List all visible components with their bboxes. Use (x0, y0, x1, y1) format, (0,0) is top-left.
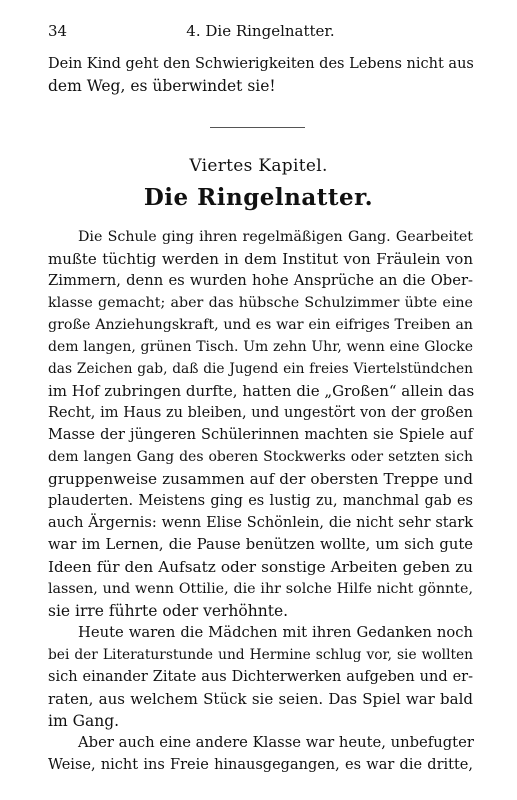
body-line: klasse gemacht; aber das hübsche Schulzimmer übte eine (48, 295, 473, 311)
body-line: dem langen Gang des oberen Stockwerks oder setzten sich (48, 449, 473, 465)
body-line: auch Ärgernis: wenn Elise Schönlein, die nicht sehr stark (48, 515, 473, 531)
body-line: plauderten. Meistens ging es lustig zu, manchmal gab es (48, 493, 473, 509)
body-line: sich einander Zitate aus Dichterwerken aufgeben und er- (48, 669, 473, 685)
body-line: im Gang. (48, 712, 120, 730)
body-line: Die Schule ging ihren regelmäßigen Gang. Gearbeitet (78, 229, 473, 245)
body-line: Weise, nicht ins Freie hinausgegangen, es war die dritte, (48, 757, 473, 773)
page-header (48, 22, 473, 42)
body-line: Ideen für den Aufsatz oder sonstige Arbeiten geben zu (48, 558, 473, 576)
body-line: Recht, im Haus zu bleiben, und ungestört von der großen (48, 405, 473, 421)
body-line: Masse der jüngeren Schülerinnen machten sie Spiele auf (48, 427, 473, 443)
chapter-title: Die Ringelnatter. (143, 184, 374, 211)
body-line: lassen, und wenn Ottilie, die ihr solche Hilfe nicht gönnte, (48, 581, 473, 597)
running-head: 4. Die Ringelnatter. (186, 22, 335, 40)
body-line: mußte tüchtig werden in dem Institut von Fräulein von (48, 250, 473, 268)
body-line: Aber auch eine andere Klasse war heute, unbefugter (78, 734, 474, 751)
section-divider (210, 127, 305, 128)
body-line: im Hof zubringen durfte, hatten die „Großen“ allein das (48, 382, 475, 400)
body-line: Heute waren die Mädchen mit ihren Gedanken noch (78, 624, 473, 641)
body-line: raten, aus welchem Stück sie seien. Das Spiel war bald (48, 690, 473, 708)
body-line: das Zeichen gab, daß die Jugend ein freies Viertelstündchen (48, 361, 473, 377)
body-line: dem langen, grünen Tisch. Um zehn Uhr, wenn eine Glocke (48, 339, 473, 355)
intro-line: dem Weg, es überwindet sie! (48, 77, 276, 95)
body-line: große Anziehungskraft, und es war ein eifriges Treiben an (48, 317, 473, 333)
body-line: sie irre führte oder verhöhnte. (48, 602, 289, 620)
body-line: war im Lernen, die Pause benützen wollte, um sich gute (48, 536, 473, 553)
body-line: gruppenweise zusammen auf der obersten Treppe und (48, 470, 473, 488)
chapter-label: Viertes Kapitel. (189, 156, 328, 176)
body-line: Zimmern, denn es wurden hohe Ansprüche an die Ober- (48, 272, 473, 289)
intro-line: Dein Kind geht den Schwierigkeiten des Lebens nicht aus (48, 56, 474, 72)
body-line: bei der Literaturstunde und Hermine schlug vor, sie wollten (48, 647, 473, 663)
page-number: 34 (48, 22, 68, 40)
